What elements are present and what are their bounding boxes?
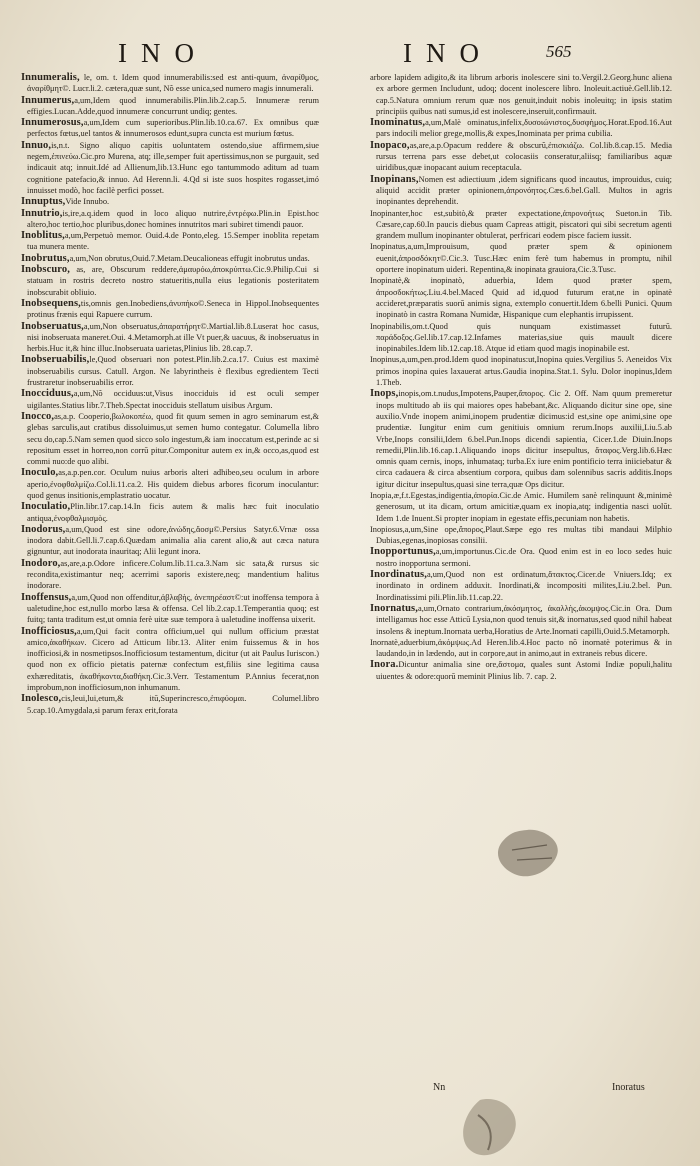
entry-headword: Inocco, [21, 410, 55, 422]
page-number: 565 [546, 42, 572, 61]
entry-headword: Innumeralis, [21, 72, 80, 83]
page-footer [0, 1082, 700, 1102]
dictionary-entry [21, 592, 319, 626]
entry-headword: Inops, [370, 388, 399, 400]
right-column [370, 72, 672, 1082]
entry-headword: Innumerus, [21, 94, 75, 106]
dictionary-entry [21, 140, 319, 196]
header-right-title: INO [403, 38, 493, 68]
dictionary-entry [21, 524, 319, 558]
entry-definition: as,a.p.pen.cor. Oculum nuius arboris alteri adhibeo,seu oculum in arbore aperio,ἐνοφθαλμίζω.Col.li.11.ca.2. His quidem diebus arbores ficorum inoculantur: quod genus insitionis,emplastratio uocatur. [27, 468, 319, 500]
ink-stain-mark [472, 820, 582, 890]
entry-definition: tis,omnis gen.Inobediens,ἀνυπήκο©.Seneca in Hippol.Inobsequentes protinus frænis equi Rapuere currum. [27, 298, 319, 320]
entry-headword: Inodoro, [21, 557, 61, 569]
entry-headword: Inobscuro, [21, 264, 70, 276]
entry-headword: Inopinans, [370, 173, 419, 185]
left-column [21, 72, 319, 1082]
entry-headword: Inoblitus, [21, 230, 65, 242]
dictionary-entry [21, 95, 319, 118]
dictionary-entry [21, 298, 319, 321]
entry-definition: arbore lapidem adigito,& ita librum arboris inolescere sini to.Vergil.2.Georg.hunc aliena ex arbore germen Includunt, udoq; docent inolescere libro. Inoleuit.actiuè.Gell.lib.12. cap.5.Natura omnium rerum quæ nos genuit,induit nobis inoleuitq; in ipsis statim principiis quibus nati sumus,id est inolescere,inseruit,confirmauit. [370, 73, 672, 116]
entry-definition: a,um,Idem quod innumerabilis.Plin.lib.2.cap.5. Innumeræ rerum effigies.Lucan.Adde,quod innumeræ concurrunt undiq; gentes. [27, 95, 319, 116]
dictionary-entry [370, 174, 672, 208]
entry-definition: Inornatè,aduerbium,ἀκόμψως.Ad Heren.lib.4.Hoc pacto nõ inornatè poterimus & in laudando,in in lædendo, aut in corpore,aut in animo,aut in extraneis rebus dicere. [370, 637, 672, 659]
entry-definition: a,um,Perpetuò memor. Ouid.4.de Ponto,eleg. 15.Semper inoblita repetam tua munera mente. [27, 231, 319, 252]
entry-headword: Inopaco, [370, 139, 410, 151]
entry-headword: Inominatus, [370, 117, 426, 129]
entry-definition: a,um,Nõ occiduus:ut,Visus inocciduis id est oculi semper uigilantes.Statius libr.7.Theb.Spectat inocciduis stellatum uisibus Argum. [27, 389, 319, 410]
signature-mark: Nn [433, 1082, 446, 1093]
entry-definition: a,um,Idem cum superioribus.Plin.lib.10.ca.67. Ex omnibus quæ perfectos fœtus,uel tantos & innumerosos edunt,supra cuncta est murium fœtus. [27, 118, 319, 139]
dictionary-entry [370, 72, 672, 117]
entry-definition: as,are,a.p.Odore inficere.Colum.lib.11.ca.3.Nam sic sata,& rursus sic recondita,existimantur neq; acerrimi saporis existere,neq; mandentium halitus inodorare. [27, 558, 319, 591]
dictionary-entry [370, 637, 672, 660]
entry-definition: Nomen est adiectiuum ,idem significans quod incautus, improuidus, cuiq; aliquid accidit præter opinionem,ἀπρονόητος.Cæs.6.bel.Gall. Multos in agris inopinantes deprehendit. [376, 174, 672, 207]
dictionary-entry [370, 117, 672, 140]
dictionary-entry [370, 546, 672, 569]
entry-headword: Inornatus, [370, 602, 418, 614]
dictionary-entry [21, 467, 319, 501]
entry-headword: Inodorus, [21, 523, 66, 535]
entry-definition: Vide Innubo. [65, 197, 110, 207]
entry-definition: Inopinatè,& inopinatò, aduerbia, Idem quod præter spem, ἀπροσδοκήτως.Liu.4.bel.Maced Quid ad id,quod futurum erat,ne in opinatè accideret,præparatis suorū animis signa, extemplo conuertit.Idem 6.belli Punici. Quum inopinatò in castra Romana Numidæ, Hispanique cum elephantis irrupissent. [370, 276, 672, 320]
dictionary-entry [21, 411, 319, 467]
entry-definition: Inopinatus,a,um,Improuisum, quod præter spem & opinionem euenit,ἀπροσδόκητ©.Cic.3. Tusc.Hæc enim ferè tum habemus in promptu, nihil oportere inopinatum uideri. Repentina,& inopinata grauiora,Cic.3.Tusc. [370, 242, 672, 275]
entry-definition: is,n.t. Signo aliquo capitis uoluntatem ostendo,siue affirmem,siue negem,ἐπινεύω.Cic.pro Murena, atq; ille,semper fuit apertissimus,non se purgauit, sed indicauit atq; innuit.Idé ad Allienum,lib.13.Hunc ego tantummodo aditum ad tuam cognitione patefacio,& innuo. Ad Herenn.li. 4.Qd si iste suos hospites rogasset,imó innuisset modò, hoc facilè perfici posset. [27, 140, 319, 195]
entry-definition: le, om. t. Idem quod innumerabilis:sed est anti-quum, ἀναρίθμος, ἀναρίθμητ©. Lucr.li.2. cætera,quæ sunt, Nõ esse unica,sed numero magis innumerali. [27, 73, 319, 94]
dictionary-entry [21, 321, 319, 355]
dictionary-entry [370, 490, 672, 524]
entry-definition: Dicuntur animalia sine ore,ἄστομα, quales sunt Astomi Indiæ populi,halitu uiuentes & odore:quorū meminit Plinius lib. 7. cap. 2. [376, 660, 672, 681]
entry-definition: a,um,Malè ominatus,infelix,δυσοιώνιστος,δυσφὴμος.Horat.Epod.16.Aut pars indocili melior grege,mollis,& expes,Inominata per prima cubilia. [376, 118, 672, 139]
dictionary-entry [21, 558, 319, 592]
entry-definition: le,Quod obseruari non potest.Plin.lib.2.ca.17. Cuius est maximè inobseruabilis cursus. Catull. Argon. Ne labyrintheis è flexibus egredientem Tecti frustraretur inobseruabilis error. [27, 355, 319, 388]
entry-definition: as,a.p. Cooperio,βωλοκοπέω, quod fit quum semen in agro seminarum est,& glebas sarculis,aut cratibus dissoluimus,ut semen humo contegatur. Columella libro secu do,cap.5.Nam semen quod sicco solo ingestum,& iam inoccatum est,perinde ac si repositum esset in horreo,non corrū pitur.Componitur autem ex in,& occo,as,quod est commi nuo:de quo alibi. [27, 411, 319, 467]
entry-headword: Innuo, [21, 139, 52, 151]
dictionary-entry [21, 354, 319, 388]
dictionary-entry [370, 524, 672, 547]
entry-headword: Innutrio, [21, 207, 63, 219]
entry-headword: Inora. [370, 659, 399, 671]
entry-definition: a,um,Quod est sine odore,ἀνώδης,ἄοσμ©.Persius Satyr.6.Vrnæ ossa inodora dabit.Gell.li.7.cap.6.Quædam animalia alia carent alio,& aut cæca natura gignuntur, aut inodorata inauritaq; Alii legunt inora. [27, 524, 319, 557]
catchword: Inoratus [612, 1082, 645, 1093]
entry-headword: Inopportunus, [370, 546, 436, 558]
dictionary-entry [21, 208, 319, 231]
entry-headword: Inobrutus, [21, 252, 70, 264]
dictionary-entry [21, 253, 319, 264]
entry-definition: a,um,Qui facit contra officium,uel qui nullum officium præstat amico,ἀκαθήκων. Cicero ad Atticum libr.13. Aliter enim fuissemus & in hos inofficiosi,& in nosmetipsos.Inofficiosum testamentum, dicitur (ut ait Paulus Iuriscon.) quod non ex officio pietatis paternæ confectum est,filiis sine legitima causa exhæreditatis, ἀκαθήκοντα,διαθήκη.Cic.3.Verr. Testamentum P.Annius fecerat,non improbum,non inofficiosum,non inhumanum. [27, 626, 319, 693]
entry-headword: Inolesco, [21, 693, 62, 705]
entry-headword: Inobsequens, [21, 297, 81, 309]
dictionary-entry [21, 72, 319, 95]
entry-definition: Plin.libr.17.cap.14.In ficis autem & malis hæc fuit inoculatio antiqua,ἐνοφθαλμισμὸς. [27, 502, 319, 523]
dictionary-entry [21, 626, 319, 694]
entry-definition: a,um,Quod non offenditur,ἀβλαβὴς, ἀνεπηρέαστ©:ut inoffensa tempora à ualetudine,hoc est,nullo morbo læsa & offensa. Cel lib.2.cap.1.Temperantia quoq; est fuitq; tanta traditum est,ut omnia ferè uitæ suæ tempora à ualetudine inoffensa uixerit. [27, 592, 319, 625]
dictionary-entry [21, 388, 319, 411]
entry-definition: a,um,Non obrutus,Ouid.7.Metam.Deucalioneas effugit inobrutus undas. [69, 253, 310, 263]
dictionary-entry [370, 569, 672, 603]
entry-definition: is,ire,a.q.idem quod in loco aliquo nutrire,ἐντρέφω.Plin.in Epist.hoc altero,hoc tertio,hoc pluribus,donec homines innutritos mari subiret timendi pauor. [27, 208, 319, 229]
entry-definition: inopis,om.t.nudus,Impotens,Pauper,ἄπορος. Cic 2. Off. Nam quum premeretur inops multitudo ab iis qui maiores opes habebant,&c. Aliquando dicitur sine ope, sine auxilio.Vnde inopem animi,inopem prudentiæ dicimus:id est,sine ope animi,sine ope prudentiæ. Iungitur enim cum genitiuis omnium rerum.Inops auxilii,Liu.5.ab Vrbe,Inops consilii,Idem 6.bel.Pun.Inops dicendi sapientia, Cicer.1.de Diuin.Inops remedii,Plin.lib.16.cap.1.Aliquando inops dicitur insepultus, ἄταφος.Verg.lib.6.Hæc omnis quam cernis, inops, inhumataq; turba.Ex iure enim pontificio terra iniiciebatur & circa cadauera & circa absentium corpora, quibus dam solennibus sacris additis.Inops igitur dicitur insepultus,quasi sine terra,quæ Ops dicitur. [376, 389, 672, 489]
entry-definition: Inopiosus,a,um,Sine ope,ἄπορος,Plaut.Sæpe ego res multas tibi mandaui Milphio Dubias,egenas,inopiosas consilii. [370, 524, 672, 546]
dictionary-entry [21, 693, 319, 716]
foxing-stain [450, 1095, 540, 1165]
dictionary-entry [21, 117, 319, 140]
entry-headword: Innumerosus, [21, 117, 84, 129]
entry-definition: as,are,a.p.Opacum reddere & obscurũ,ἐπισκιάζω. Col.lib.8.cap.15. Media rursus terrena pars esse debet,ut colocasiis conseratur,aliisq; familiaribus aquæ uiridibus,quæ inopacant auium receptacula. [376, 140, 672, 173]
entry-headword: Inoffensus, [21, 591, 72, 603]
dictionary-entry [21, 230, 319, 253]
entry-headword: Inobseruabilis, [21, 354, 90, 366]
entry-definition: Inopinabilis,om.t.Quod quis nunquam existimasset futurū. παράδοξος.Gel.lib.17.cap.12.Infames materias,siue quis mauult dicere inopinabiles.Idem lib.12.cap.18. Atque id etiam quod magis inopinabile est. [370, 321, 672, 354]
dictionary-entry [370, 140, 672, 174]
entry-definition: Inopinanter,hoc est,subitò,& præter expectatione,ἀπρονοήτως Sueton.in Tib. Cæsare,cap.60.In paucis diebus quam Capreas attigit, piscatori qui sibi secretum agenti grandem mullum inopinanter obtulerat, perfricari eodem pisce faciem iussit. [370, 208, 672, 241]
entry-definition: Inopinus,a,um,pen.prod.Idem quod inopinatus:ut,Inopina quies.Vergilius 5. Aeneidos Vix primos inopina quies laxauerat artus.Gaudia inopina.Stat.1. Sylu. Dolor inopinus,Idem 1.Theb. [370, 355, 672, 388]
dictionary-entry [370, 388, 672, 490]
dictionary-entry [21, 196, 319, 207]
entry-definition: a,um,importunus.Cic.de Ora. Quod enim est in eo loco sedes huic nostro inopportuna sermoni. [376, 547, 672, 568]
entry-definition: Inopia,æ,f.t.Egestas,indigentia,ἀπορία.Cic.de Amic. Humilem sanè relinquunt &,minimè generosum, ut ita dicam, ortum amicitiæ,quam ex inopia,atq; indigentia nasci uolūt. Idem 1.de Inuent.Si propter inopiam in egestate effis,pecuniam non habetis. [370, 490, 672, 523]
entry-definition: a,um,Ornato contrarium,ἀκόσμητος, ἀκαλλὴς,ἀκομψος.Cic.in Ora. Dum intelligamus hoc esse Atticū Lysia,non quod tenuis sit,& inornatus,sed quod nihil habeat insolens & ineptum.Inornata uerba,Horatius de Arte.Inornati capilli,Ouid.5.Metamorph. [376, 603, 672, 636]
dictionary-entry [370, 208, 672, 242]
dictionary-entry [370, 275, 672, 320]
entry-headword: Inoculo, [21, 467, 59, 479]
dictionary-entry [370, 321, 672, 355]
dictionary-entry [21, 264, 319, 298]
entry-headword: Inordinatus, [370, 569, 427, 581]
entry-headword: Inobseruatus, [21, 320, 84, 332]
entry-definition: as, are, Obscurum reddere,ἀμαυρόω,ἀποκρύπτω.Cic.9.Philip.Cui si statuam in rostris decreto nostro statueritis,nulla eius legationis posteritatem inobscurabit obliuio. [27, 265, 319, 297]
dictionary-entry [21, 501, 319, 524]
entry-definition: a,um,Non obseruatus,ἀπαρατήρητ©.Martial.lib.8.Luserat hoc casus, nisi inobseruata maneret.Oui. 4.Metamorph.at ille Vt puer,& uacuus, & inobseruatus in herbis.Huc it,& hinc illuc.Inobseruata uarietas,Plinius lib. 28.cap.7. [27, 321, 319, 354]
entry-definition: cis,leui,lui,etum,& itū,Superincresco,ἐπιφύομαι. Columel.libro 5.cap.10.Amygdala,si parum ferax erit,forata [27, 694, 319, 715]
dictionary-entry [370, 659, 672, 682]
entry-definition: a,um,Quod non est ordinatum,ἄτακτος.Cicer.de Vniuers.Idq; ex inordinato in ordinem adduxit. Inordinati,& incompositi milites,Liu.2.bel. Pun. Inordinatissimi pili.Plin.lib.11.cap.22. [376, 570, 672, 602]
entry-headword: Inoculatio, [21, 501, 71, 513]
entry-headword: Innuptus, [21, 196, 66, 208]
dictionary-entry [370, 603, 672, 637]
dictionary-entry [370, 241, 672, 275]
entry-headword: Inocciduus, [21, 388, 74, 400]
entry-headword: Inofficiosus, [21, 625, 77, 637]
dictionary-entry [370, 354, 672, 388]
header-left-title: INO [118, 38, 208, 68]
